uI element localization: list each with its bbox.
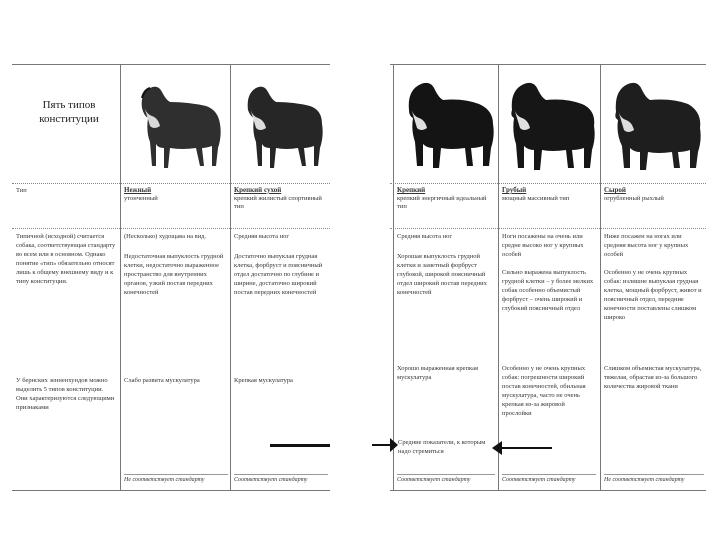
col-divider-4 (498, 64, 499, 490)
footer-delicate: Не соответствует стандарту (124, 474, 228, 483)
dog-image-loose (602, 64, 704, 178)
bottom-border (12, 490, 330, 491)
footer-strong: Соответствует стандарту (397, 474, 495, 483)
type-header-coarse: Грубый мощный массивный тип (502, 186, 570, 202)
row-divider-2r (390, 228, 706, 229)
arrow-left-bar (270, 444, 330, 447)
top-border (12, 64, 330, 65)
arrow-note: Средние показатели, к которым надо стремиться (398, 439, 486, 455)
row-label-description: Типичной (исходной) считается собака, соответствующая стандарту во всем или в основном. Однако понятие «тип» обязательно относят лишь к общему внешнему виду и к типу конституции. (16, 233, 116, 285)
type-header-loose: Сырой огрубленный рыхлый (604, 186, 664, 202)
dog-image-strong (395, 64, 497, 178)
row-label-musculature: У бернских зенненхундов можно выделить 5 типов конституции. Они характеризуются следующими признаками (16, 377, 115, 411)
row-divider-2 (12, 228, 330, 229)
type-header-delicate: Нежный утонченный (124, 186, 158, 202)
arrow-right-icon (372, 436, 398, 454)
page-title: Пять типов конституции (39, 99, 99, 125)
cell-delicate-row2: Недостаточная выпуклость грудной клетки, недостаточно выраженное пространство для внутренних органов, узкий постав передних конечностей (124, 253, 224, 296)
cell-loose-row3: Слишком объемистая мускулатура, тяжелая, обрастая из-за большого количества жировой ткани (604, 365, 702, 390)
cell-loose-row1: Ниже посажен на ногах или средняя высота ног у крупных особей (604, 233, 689, 258)
cell-strong-row3: Хорошо выраженная крепкая мускулатура (397, 365, 478, 381)
dog-image-delicate (122, 66, 228, 178)
footer-coarse: Соответствует стандарту (502, 474, 596, 483)
cell-loose-row2: Особенно у не очень крупных собак: излишне выпуклая грудная клетка, мощный форбруст, живот и поясничный отдел, передние конечности поставлены слишком широко (604, 269, 702, 321)
dog-image-coarse (500, 64, 598, 178)
col-divider-2 (230, 64, 231, 490)
cell-lean-row2: Достаточно выпуклая грудная клетка, форбруст и поясничный отдел достаточно по глубине и ширине, достаточно широкий постав передних конечностей (234, 253, 323, 296)
row-divider-1r (390, 183, 706, 184)
type-header-strong: Крепкий крепкий энергичный идеальный тип (397, 186, 487, 210)
col-divider-5 (600, 64, 601, 490)
cell-strong-row2: Хорошая выпуклость грудной клетки и заметный форбруст глубокой, широкой поясничный отдел широкий постав передних конечностей (397, 253, 487, 296)
footer-lean: Соответствует стандарту (234, 474, 328, 483)
bottom-border-right (390, 490, 706, 491)
footer-loose: Не соответствует стандарту (604, 474, 704, 483)
col-divider-3 (393, 64, 394, 490)
dog-image-lean (232, 66, 328, 178)
cell-coarse-row2: Сильно выражена выпуклость грудной клетки – у более мелких собак особенно объемистый форбруст – очень широкий и глубокий поясничный отдел (502, 269, 594, 312)
row-label-type: Тип (16, 187, 27, 194)
cell-strong-row1: Средняя высота ног (397, 233, 453, 240)
type-header-lean: Крепкий сухой крепкий жилистый спортивный тип (234, 186, 322, 210)
cell-lean-row1: Средняя высота ног (234, 233, 290, 240)
arrow-left-icon (492, 440, 552, 456)
cell-coarse-row3: Особенно у не очень крупных собак: погрешности широкий постав конечностей, обильная мускулатура, часто не очень крепкая из-за жировой прослойки (502, 365, 586, 417)
col-divider-1 (120, 64, 121, 490)
cell-delicate-row1: (Несколько) худощава на вид. (124, 233, 207, 240)
cell-delicate-row3: Слабо развита мускулатура (124, 377, 200, 384)
cell-coarse-row1: Ноги посажены на очень или средне высоко ног у крупных особей (502, 233, 584, 258)
cell-lean-row3: Крепкая мускулатура (234, 377, 293, 384)
row-divider-1 (12, 183, 330, 184)
